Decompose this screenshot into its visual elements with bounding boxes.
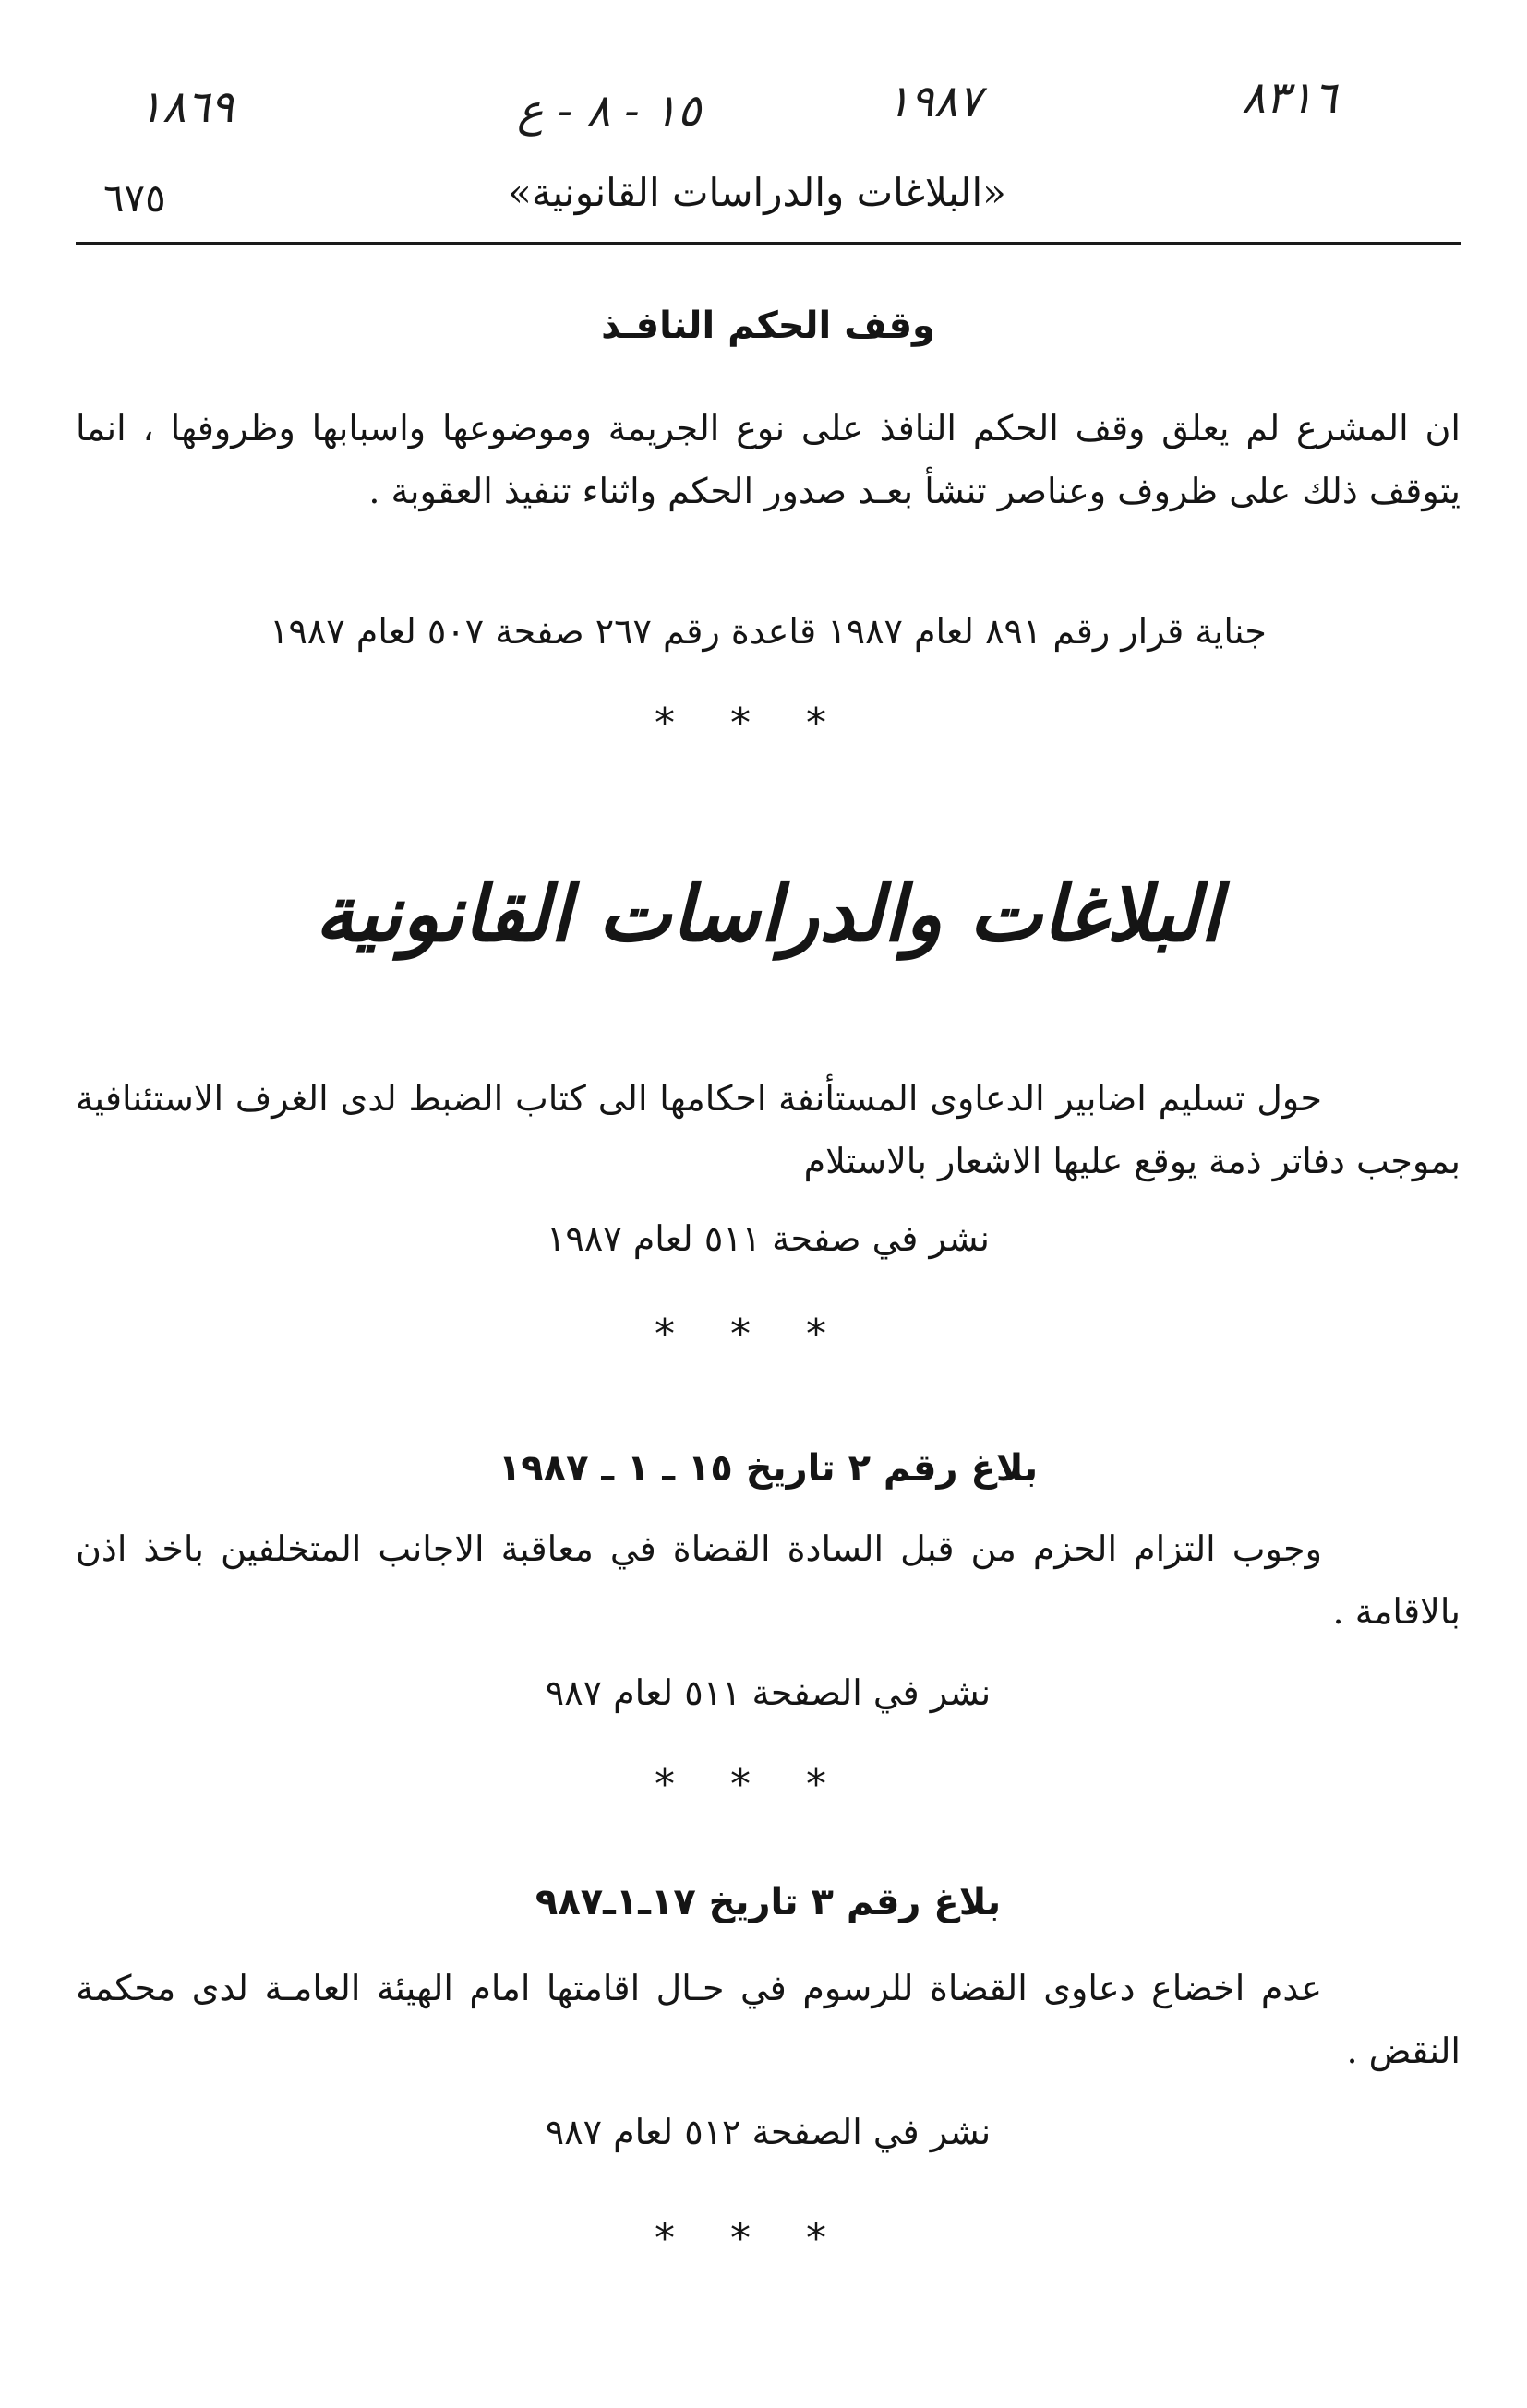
notice-heading: بلاغ رقم ٣ تاريخ ١٧ـ١ـ٩٨٧ xyxy=(535,1881,1002,1923)
header-rule xyxy=(76,242,1461,245)
handwritten-date: ١٥ - ٨ - ع xyxy=(517,85,702,137)
separator-stars: *** xyxy=(655,2215,882,2262)
notice-paragraph: حول تسليم اضابير الدعاوى المستأنفة احكامها الى كتاب الضبط لدى الغرف الاستئنافية بموجب دفاتر ذمة يوقع عليها الاشعار بالاستلام xyxy=(76,1078,1461,1181)
separator-stars: *** xyxy=(655,1761,882,1808)
section-title: البلاغات والدراسات القانونية xyxy=(315,868,1221,959)
handwritten-year: ١٩٨٧ xyxy=(886,76,982,127)
notice-heading: بلاغ رقم ٢ تاريخ ١٥ ـ ١ ـ ١٩٨٧ xyxy=(498,1447,1039,1490)
separator-stars: *** xyxy=(655,1311,882,1358)
section-citation: جناية قرار رقم ٨٩١ لعام ١٩٨٧ قاعدة رقم ٢٦٧ صفحة ٥٠٧ لعام ١٩٨٧ xyxy=(270,611,1267,652)
section-heading: وقف الحكم النافـذ xyxy=(601,305,935,347)
notice-paragraph: عدم اخضاع دعاوى القضاة للرسوم في حـال اقامتها امام الهيئة العامـة لدى محكمة النقض . xyxy=(76,1968,1461,2071)
notice-citation: نشر في صفحة ٥١١ لعام ١٩٨٧ xyxy=(547,1218,990,1259)
page-number: ٦٧٥ xyxy=(103,175,166,221)
section-paragraph: ان المشرع لم يعلق وقف الحكم النافذ على نوع الجريمة وموضوعها واسبابها وظروفها ، انما يتوقف ذلك على ظروف وعناصر تنشأ بعـد صدور الحكم واثناء تنفيذ العقوبة . xyxy=(76,408,1461,511)
separator-stars: *** xyxy=(655,700,882,747)
notice-citation: نشر في الصفحة ٥١٢ لعام ٩٨٧ xyxy=(545,2112,992,2152)
handwritten-number-right: ٨٣١٦ xyxy=(1242,72,1338,124)
handwritten-number-left: ١٨٦٩ xyxy=(138,81,234,133)
running-title: «البلاغات والدراسات القانونية» xyxy=(508,170,1006,215)
notice-paragraph: وجوب التزام الحزم من قبل السادة القضاة في معاقبة الاجانب المتخلفين باخذ اذن بالاقامة . xyxy=(76,1528,1461,1632)
notice-citation: نشر في الصفحة ٥١١ لعام ٩٨٧ xyxy=(545,1672,992,1713)
